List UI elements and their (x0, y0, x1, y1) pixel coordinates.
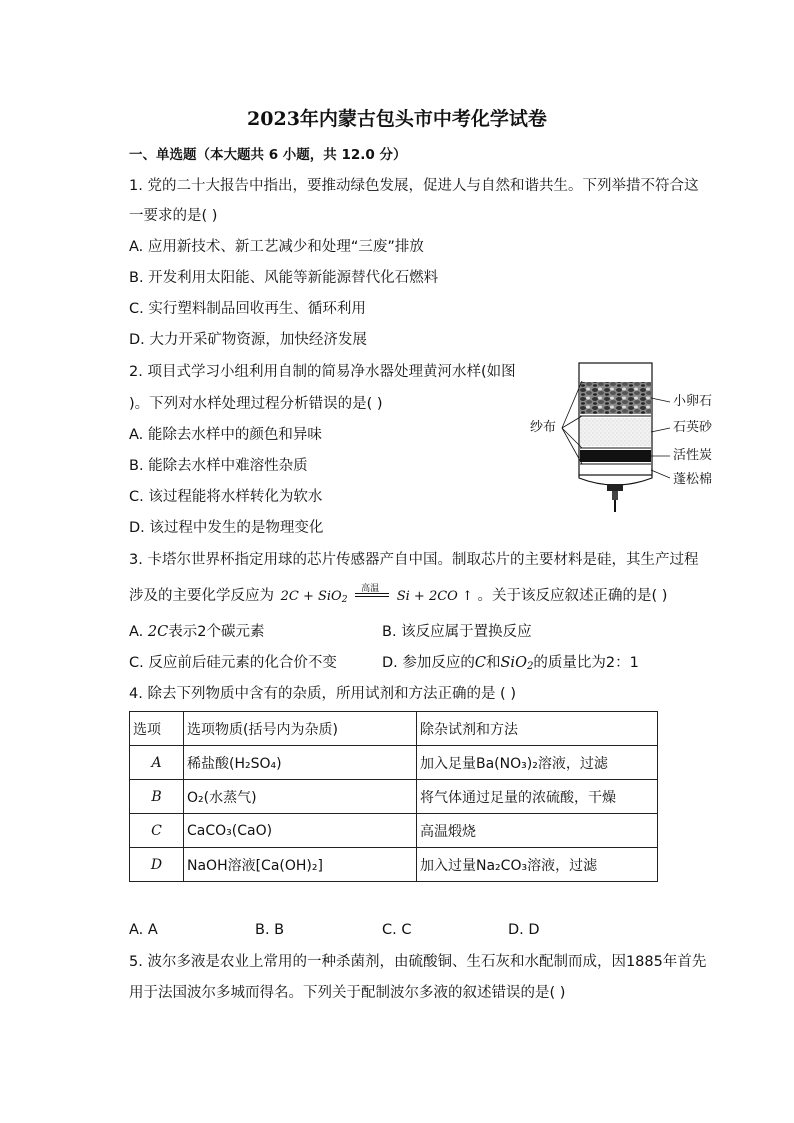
q4-table (129, 711, 658, 882)
q3-line2-suffix: 。关于该反应叙述正确的是( ) (477, 588, 668, 604)
q3-option-b: B. 该反应属于置换反应 (382, 624, 532, 640)
table-cell-method: 加入过量Na₂CO₃溶液，过滤 (417, 848, 658, 882)
q3-option-d: D. 参加反应的C和SiO$_2$的质量比为2：1 (382, 655, 639, 672)
q5-stem-line2: 用于法国波尔多城而得名。下列关于配制波尔多液的叙述错误的是( ) (129, 985, 566, 1001)
outlet-cap (607, 484, 623, 491)
q4-option-a: A. A (129, 922, 158, 938)
label-sand: 石英砂 (673, 420, 713, 435)
pebble-layer (580, 382, 651, 414)
q2-option-c: C. 该过程能将水样转化为软水 (129, 489, 323, 505)
q3-stem-line1: 3. 卡塔尔世界杯指定用球的芯片传感器产自中国。制取芯片的主要材料是硅，其生产过程 (129, 552, 699, 568)
table-cell-method: 加入足量Ba(NO₃)₂溶液，过滤 (417, 746, 658, 780)
q1-option-d: D. 大力开采矿物资源，加快经济发展 (129, 332, 367, 348)
q4-option-c: C. C (382, 922, 412, 938)
label-carbon: 活性炭 (673, 448, 713, 463)
table-row (130, 814, 658, 848)
q4-option-d: D. D (508, 922, 540, 938)
q1-option-a: A. 应用新技术、新工艺减少和处理“三废”排放 (129, 239, 424, 255)
table-cell-substance: CaCO₃(CaO) (184, 814, 417, 848)
q2-option-b: B. 能除去水样中难溶性杂质 (129, 458, 308, 474)
table-cell-substance: 稀盐酸(H₂SO₄) (184, 746, 417, 780)
q3-condition: 高温 (361, 584, 380, 594)
water-filter-figure (520, 360, 700, 520)
table-row (130, 848, 658, 882)
table-cell-method: 将气体通过足量的浓硫酸，干燥 (417, 780, 658, 814)
table-header-cell: 选项物质(括号内为杂质) (184, 712, 417, 746)
q2-stem-line2: )。下列对水样处理过程分析错误的是( ) (129, 396, 383, 412)
table-cell-substance: NaOH溶液[Ca(OH)₂] (184, 848, 417, 882)
q3-stem-line2 (129, 586, 667, 610)
section-heading: 一、单选题（本大题共 6 小题，共 12.0 分） (129, 147, 407, 163)
q2-option-d: D. 该过程中发生的是物理变化 (129, 520, 324, 536)
table-header-cell: 选项 (130, 712, 184, 746)
q3-option-a: A. 2C表示2个碳元素 (129, 624, 265, 640)
q1-stem-line1: 1. 党的二十大报告中指出，要推动绿色发展，促进人与自然和谐共生。下列举措不符合这 (129, 178, 699, 194)
label-cloth: 纱布 (530, 420, 557, 435)
label-pebble: 小卵石 (673, 394, 713, 409)
q3-equation-right: Si + 2CO ↑ (396, 589, 473, 604)
q1-option-c: C. 实行塑料制品回收再生、循环利用 (129, 301, 366, 317)
q5-stem-line1: 5. 波尔多液是农业上常用的一种杀菌剂，由硫酸铜、生石灰和水配制而成，因1885年首先 (129, 954, 707, 970)
q3-equation-arrow (355, 584, 389, 603)
q3-line2-prefix: 涉及的主要化学反应为 (129, 588, 274, 604)
table-row (130, 746, 658, 780)
table-header-row (130, 712, 658, 746)
table-header-cell: 除杂试剂和方法 (417, 712, 658, 746)
table-cell-method: 高温煅烧 (417, 814, 658, 848)
q4-option-b: B. B (255, 922, 285, 938)
sand-layer (580, 418, 651, 446)
q2-stem-line1: 2. 项目式学习小组利用自制的简易净水器处理黄河水样(如图 (129, 364, 516, 380)
q3-equation-left: 2C + SiO$_2$ (280, 589, 348, 605)
table-cell-option: D (130, 848, 184, 882)
q4-stem: 4. 除去下列物质中含有的杂质，所用试剂和方法正确的是 ( ) (129, 686, 516, 702)
table-cell-option: A (130, 746, 184, 780)
table-row (130, 780, 658, 814)
table-cell-substance: O₂(水蒸气) (184, 780, 417, 814)
page-title: 2023年内蒙古包头市中考化学试卷 (247, 108, 547, 130)
table-cell-option: C (130, 814, 184, 848)
label-cotton: 蓬松棉 (673, 472, 713, 487)
q2-option-a: A. 能除去水样中的颜色和异味 (129, 427, 322, 443)
q1-stem-line2: 一要求的是( ) (129, 208, 218, 224)
table-cell-option: B (130, 780, 184, 814)
carbon-layer (580, 450, 651, 462)
q3-option-c: C. 反应前后硅元素的化合价不变 (129, 655, 337, 671)
q1-option-b: B. 开发利用太阳能、风能等新能源替代化石燃料 (129, 270, 439, 286)
